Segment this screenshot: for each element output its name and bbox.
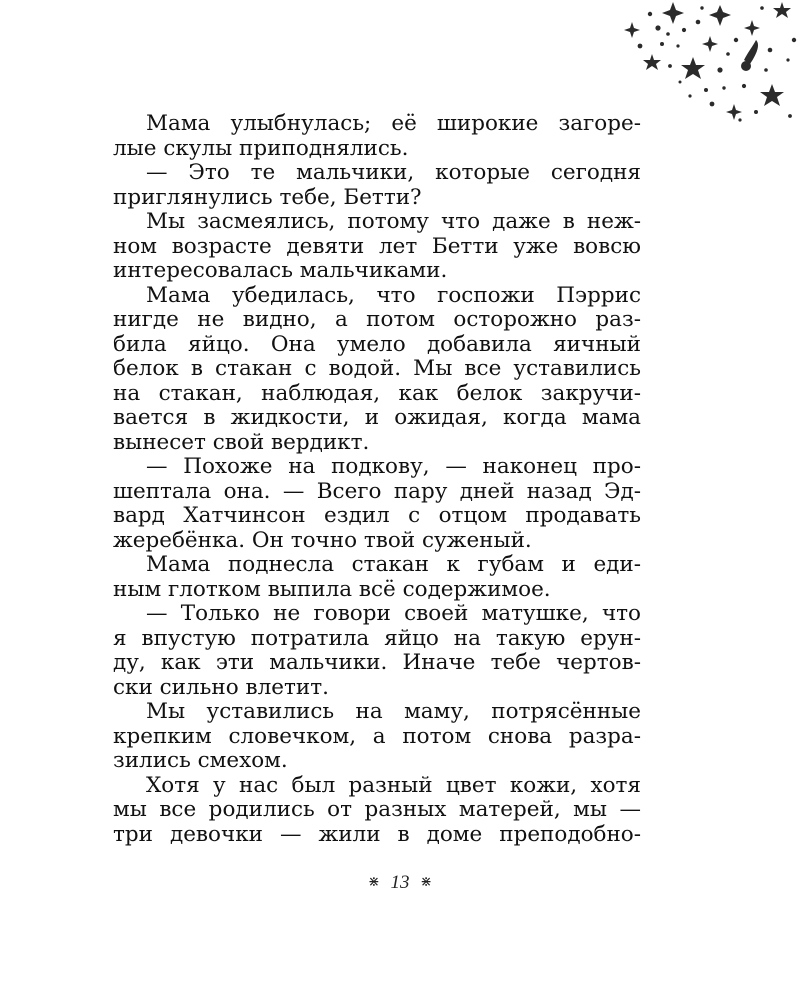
text-line: — Только не говори своей матушке, что [146,602,641,626]
text-line: лые скулы приподнялись. [113,136,409,161]
text-line: Мама убедилась, что госпожи Пэррис [146,283,641,308]
text-line: ду, как эти мальчики. Иначе тебе чертов- [113,651,641,675]
body-text [113,112,641,847]
text-line: шептала она. — Всего пару дней назад Эд- [113,479,641,504]
text-line: Мы засмеялись, потому что даже в неж- [146,210,641,234]
text-line: мы все родились от разных матерей, мы — [113,798,641,822]
text-line: приглянулись тебе, Бетти? [113,185,422,210]
text-line: жеребёнка. Он точно твой суженый. [113,528,532,553]
text-line: нигде не видно, а потом осторожно раз- [113,308,641,332]
text-line: била яйцо. Она умело добавила яичный [113,332,641,357]
text-line: Хотя у нас был разный цвет кожи, хотя [146,773,641,798]
text-line: зились смехом. [113,749,288,773]
text-line: вынесет свой вердикт. [113,430,370,455]
text-line: Мама поднесла стакан к губам и еди- [146,553,641,577]
text-line: белок в стакан с водой. Мы все уставились [113,357,641,381]
text-line: три девочки — жили в доме преподобно- [113,822,641,847]
text-line: ски сильно влетит. [113,675,329,700]
text-line: вается в жидкости, и ожидая, когда мама [113,406,641,430]
text-line: интересовалась мальчиками. [113,259,448,283]
text-line: я впустую потратила яйцо на такую ерун- [113,626,641,651]
text-line: — Похоже на подкову, — наконец про- [146,455,641,479]
page-number: 13 [390,872,410,893]
page-footer [0,872,800,894]
text-line: Мы уставились на маму, потрясённые [146,700,641,724]
star-decoration-icon [610,0,800,130]
text-line: вард Хатчинсон ездил с отцом продавать [113,504,641,528]
text-line: крепким словечком, а потом снова разра- [113,724,641,749]
text-line: на стакан, наблюдая, как белок закручи- [113,381,641,406]
text-line: ным глотком выпила всё содержимое. [113,577,551,602]
ornament-left-icon: ⋇ [368,875,380,890]
text-line: Мама улыбнулась; её широкие загоре- [146,112,641,136]
ornament-right-icon: ⋇ [420,875,432,890]
text-line: ном возрасте девяти лет Бетти уже вовсю [113,234,641,259]
text-line: — Это те мальчики, которые сегодня [146,161,641,185]
